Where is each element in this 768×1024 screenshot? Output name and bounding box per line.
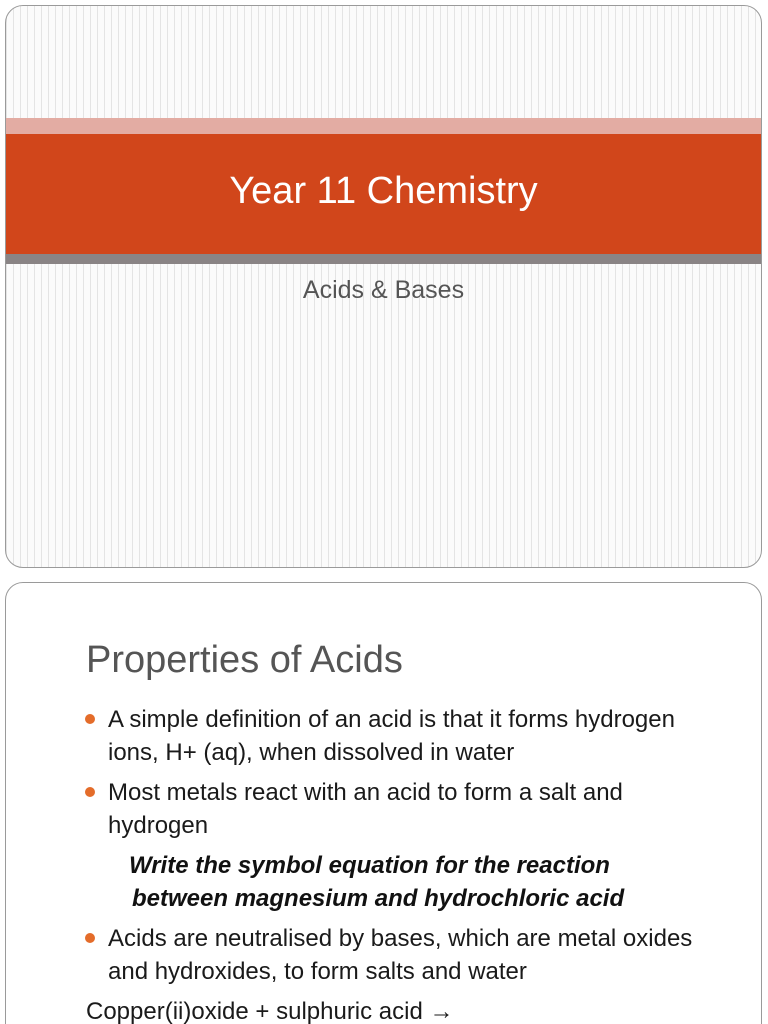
task-prompt-line: Write the symbol equation for the reaction bbox=[129, 852, 610, 879]
content-slide bbox=[5, 582, 762, 1024]
bullet-dot-icon bbox=[85, 787, 95, 797]
bullet-text: Acids are neutralised by bases, which are metal oxides and hydroxides, to form salts and water bbox=[108, 925, 693, 985]
task-prompt-line: between magnesium and hydrochloric acid bbox=[132, 885, 625, 912]
bullet-dot-icon bbox=[85, 714, 95, 724]
bullet-item bbox=[85, 922, 725, 988]
accent-band-top bbox=[6, 118, 761, 134]
bullet-text: A simple definition of an acid is that it forms hydrogen ions, H+ (aq), when dissolved in water bbox=[108, 706, 675, 766]
bullet-text: Most metals react with an acid to form a salt and hydrogen bbox=[108, 779, 623, 839]
task-prompt bbox=[129, 849, 729, 915]
accent-band-bottom bbox=[6, 254, 761, 264]
slide-subtitle: Acids & Bases bbox=[302, 276, 465, 304]
equation-line: Copper(ii)oxide + sulphuric acid → bbox=[86, 998, 454, 1024]
content-slide-title: Properties of Acids bbox=[86, 639, 403, 681]
title-slide bbox=[5, 5, 762, 568]
bullet-dot-icon bbox=[85, 933, 95, 943]
slide-title: Year 11 Chemistry bbox=[229, 170, 538, 212]
bullet-item bbox=[85, 703, 725, 769]
bullet-item bbox=[85, 776, 725, 842]
